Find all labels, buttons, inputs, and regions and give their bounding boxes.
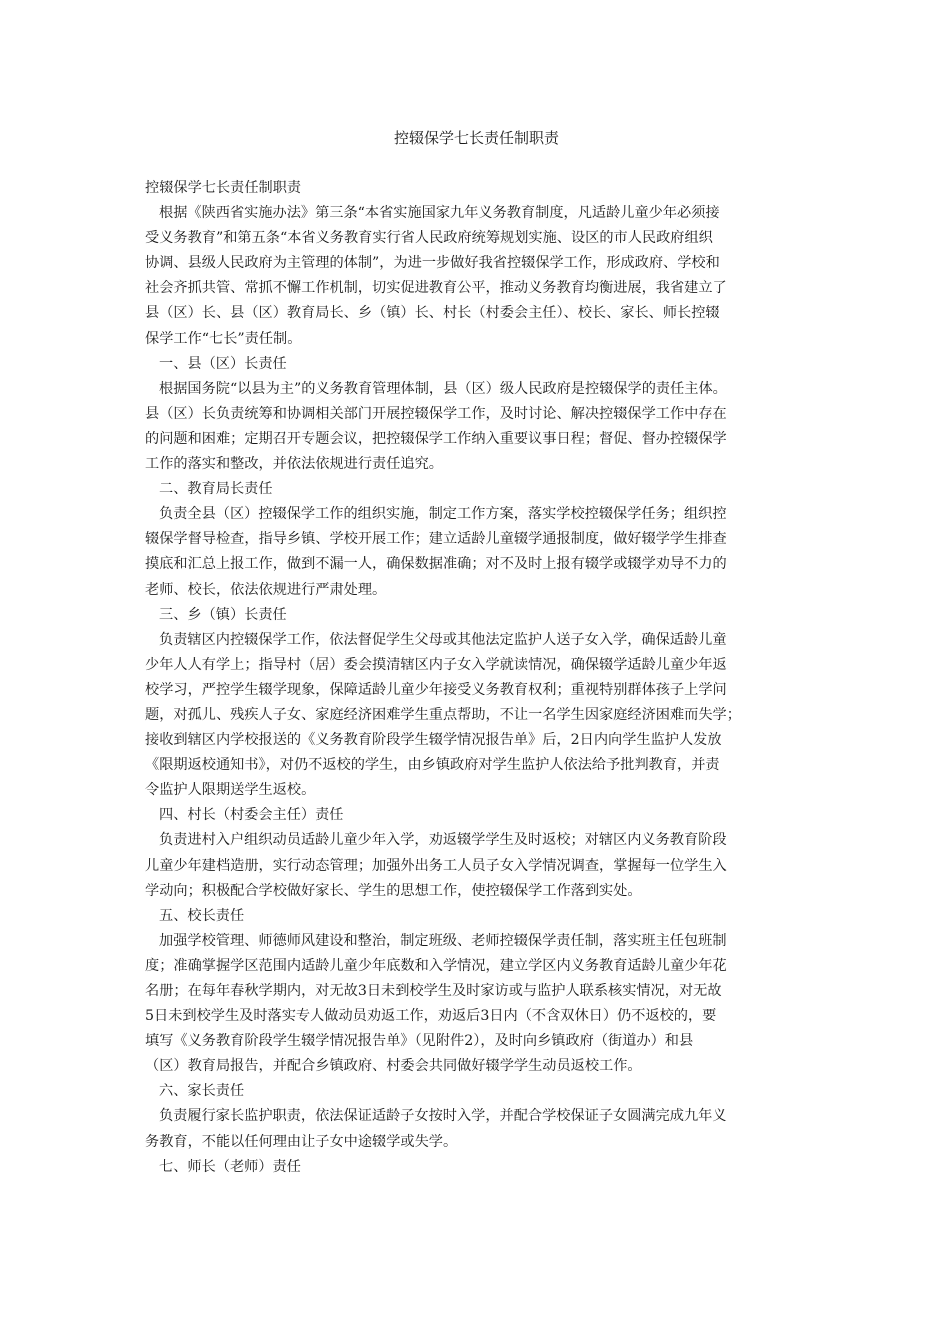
- body-line: 三、乡（镇）长责任: [159, 606, 287, 623]
- body-line: 令监护人限期送学生返校。: [145, 782, 316, 799]
- body-line: 填写《义务教育阶段学生辍学情况报告单》（见附件2），及时向乡镇政府（街道办）和县: [145, 1033, 694, 1050]
- body-line: 名册；在每年春秋学期内，对无故3日未到校学生及时家访或与监护人联系核实情况，对无故: [145, 983, 722, 999]
- body-line: 加强学校管理、师德师风建设和整治，制定班级、老师控辍保学责任制，落实班主任包班制: [159, 932, 727, 949]
- body-line: 受义务教育”和第五条“本省义务教育实行省人民政府统筹规划实施、设区的市人民政府组织: [145, 230, 713, 247]
- body-line: 负责进村入户组织动员适龄儿童少年入学，劝返辍学学生及时返校；对辖区内义务教育阶段: [159, 832, 727, 849]
- body-line: 协调、县级人民政府为主管理的体制”，为进一步做好我省控辍保学工作，形成政府、学校和: [145, 255, 720, 272]
- body-line: 根据《陕西省实施办法》第三条“本省实施国家九年义务教育制度，凡适龄儿童少年必须接: [159, 205, 720, 222]
- body-line: 接收到辖区内学校报送的《义务教育阶段学生辍学情况报告单》后，2日内向学生监护人发放: [145, 732, 722, 749]
- body-line: 学动向；积极配合学校做好家长、学生的思想工作，使控辍保学工作落到实处。: [145, 882, 642, 899]
- document-body: [145, 176, 808, 1180]
- body-line: 度；准确掌握学区范围内适龄儿童少年底数和入学情况，建立学区内义务教育适龄儿童少年花: [145, 957, 727, 974]
- body-line: 根据国务院“以县为主”的义务教育管理体制，县（区）级人民政府是控辍保学的责任主体。: [159, 380, 727, 397]
- body-line: 六、家长责任: [159, 1083, 245, 1100]
- body-line: 老师、校长，依法依规进行严肃处理。: [145, 581, 387, 598]
- body-line: 控辍保学七长责任制职责: [145, 180, 302, 196]
- document-title: 控辍保学七长责任制职责: [393, 129, 559, 147]
- body-line: 负责全县（区）控辍保学工作的组织实施，制定工作方案，落实学校控辍保学任务；组织控: [159, 506, 727, 523]
- body-line: 务教育，不能以任何理由让子女中途辍学或失学。: [145, 1133, 458, 1150]
- body-line: 摸底和汇总上报工作，做到不漏一人，确保数据准确；对不及时上报有辍学或辍学劝导不力的: [145, 556, 727, 573]
- body-line: 保学工作“七长”责任制。: [145, 330, 302, 347]
- body-line: 5日未到校学生及时落实专人做动员劝返工作，劝返后3日内（不含双休日）仍不返校的，要: [145, 1008, 717, 1025]
- body-line: 四、村长（村委会主任）责任: [159, 807, 344, 824]
- body-line: 五、校长责任: [159, 907, 245, 924]
- body-line: 校学习，严控学生辍学现象，保障适龄儿童少年接受义务教育权利；重视特别群体孩子上学问: [145, 681, 727, 698]
- body-line: 七、师长（老师）责任: [159, 1158, 301, 1175]
- body-line: 负责辖区内控辍保学工作，依法督促学生父母或其他法定监护人送子女入学，确保适龄儿童: [159, 631, 727, 648]
- body-line: 社会齐抓共管、常抓不懈工作机制，切实促进教育公平，推动义务教育均衡进展，我省建立了: [145, 280, 727, 297]
- body-line: 一、县（区）长责任: [159, 355, 287, 372]
- body-line: 二、教育局长责任: [159, 481, 273, 498]
- body-line: 负责履行家长监护职责，依法保证适龄子女按时入学，并配合学校保证子女圆满完成九年义: [159, 1108, 727, 1125]
- body-line: 的问题和困难；定期召开专题会议，把控辍保学工作纳入重要议事日程；督促、督办控辍保学: [145, 430, 727, 447]
- body-line: 县（区）长、县（区）教育局长、乡（镇）长、村长（村委会主任）、校长、家长、师长控辍: [145, 305, 720, 322]
- body-line: 工作的落实和整改，并依法依规进行责任追究。: [145, 456, 443, 473]
- body-line: 辍保学督导检查，指导乡镇、学校开展工作；建立适龄儿童辍学通报制度，做好辍学学生排查: [145, 531, 727, 548]
- body-line: 儿童少年建档造册，实行动态管理；加强外出务工人员子女入学情况调查，掌握每一位学生入: [145, 857, 727, 874]
- body-line: 少年人人有学上；指导村（居）委会摸清辖区内子女入学就读情况，确保辍学适龄儿童少年返: [145, 656, 727, 673]
- body-line: 题，对孤儿、残疾人子女、家庭经济困难学生重点帮助，不让一名学生因家庭经济困难而失学；: [145, 706, 741, 723]
- body-line: 县（区）长负责统筹和协调相关部门开展控辍保学工作，及时讨论、解决控辍保学工作中存在: [145, 405, 727, 422]
- body-line: （区）教育局报告，并配合乡镇政府、村委会共同做好辍学学生动员返校工作。: [145, 1058, 642, 1075]
- body-line: 《限期返校通知书》，对仍不返校的学生，由乡镇政府对学生监护人依法给予批判教育，并责: [145, 757, 720, 774]
